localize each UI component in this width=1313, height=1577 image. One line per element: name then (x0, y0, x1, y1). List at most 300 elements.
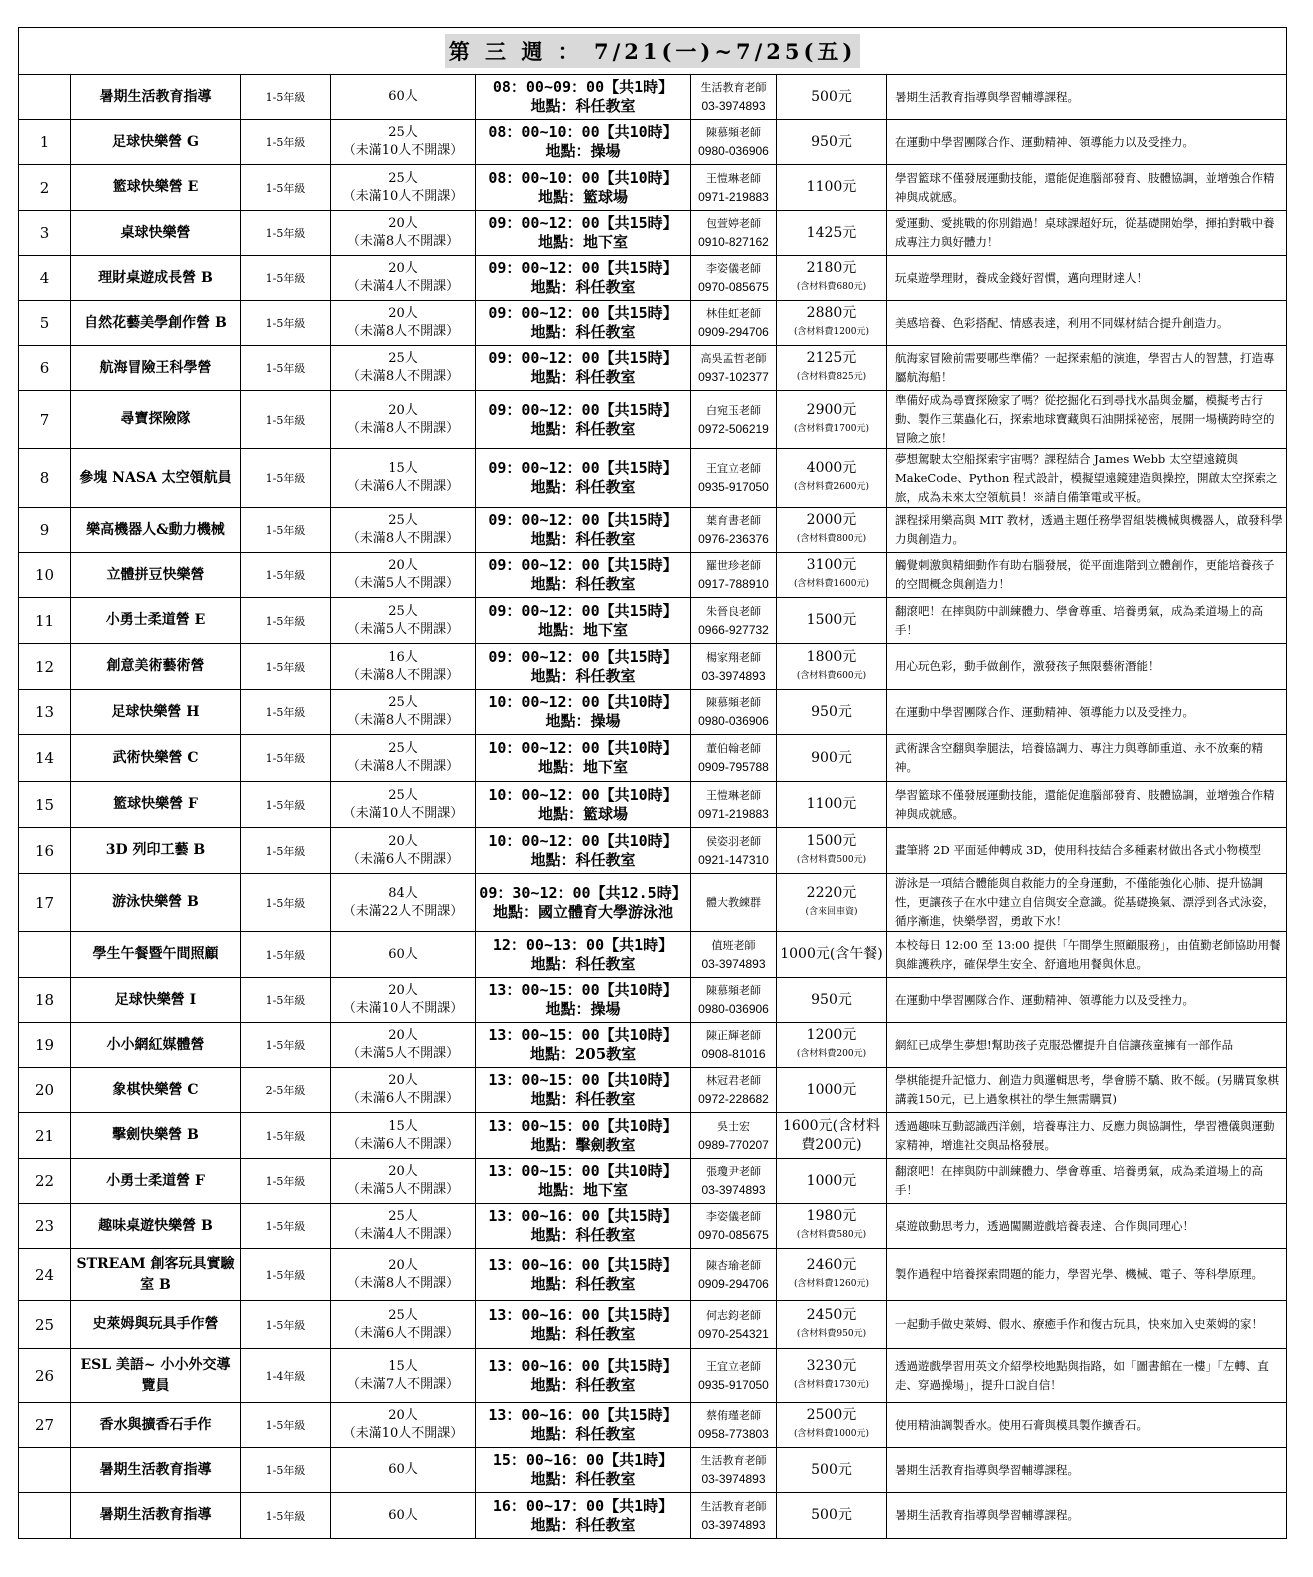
teacher-phone: 0976-236376 (698, 532, 769, 546)
capacity-note: （未滿6人不開課） (346, 1136, 460, 1152)
teacher-cell (691, 1493, 777, 1539)
location: 地點：操場 (545, 712, 621, 730)
course-number (19, 1448, 71, 1493)
teacher-phone: 03-3974893 (701, 1517, 766, 1532)
teacher-name: 葉育書老師 (706, 514, 761, 527)
week-title-cell (19, 28, 1287, 75)
teacher-phone: 03-3974893 (701, 1183, 766, 1197)
capacity: 25人 (388, 741, 418, 756)
time-cell (476, 165, 691, 211)
capacity: 20人 (388, 216, 418, 231)
capacity-note: （未滿5人不開課） (346, 621, 460, 637)
fee-cell (777, 449, 887, 508)
capacity: 60人 (388, 946, 418, 962)
capacity: 60人 (388, 1507, 418, 1523)
teacher-cell (691, 735, 777, 782)
course-description: 使用精油調製香水。使用石膏與模具製作擴香石。 (887, 1403, 1287, 1448)
capacity-cell (331, 120, 476, 165)
table-row (19, 391, 1287, 449)
teacher-name: 李姿儀老師 (706, 262, 761, 275)
capacity-note: （未滿10人不開課） (342, 143, 464, 158)
teacher-name: 陳慕頻老師 (706, 696, 761, 709)
fee-cell (777, 508, 887, 553)
location: 地點：科任教室 (530, 1226, 636, 1244)
teacher-name: 朱晉良老師 (706, 604, 761, 618)
teacher-phone: 0980-036906 (698, 714, 769, 728)
time-range: 13：00~15：00【共10時】 (488, 981, 678, 999)
table-row (19, 1023, 1287, 1068)
capacity-cell (331, 1204, 476, 1249)
fee: 500元 (811, 1461, 852, 1478)
location: 地點：科任教室 (530, 850, 636, 869)
capacity-note: （未滿8人不開課） (346, 420, 460, 436)
time-cell (476, 508, 691, 553)
fee: 2450元 (806, 1306, 857, 1323)
fee: 2900元 (806, 401, 857, 418)
time-range: 09：00~12：00【共15時】 (488, 601, 678, 620)
teacher-phone: 0971-219883 (698, 189, 769, 204)
time-range: 09：00~12：00【共15時】 (488, 647, 678, 666)
fee-note: (含材料費2600元) (794, 482, 869, 492)
table-row (19, 828, 1287, 874)
grade-range: 1-5年級 (241, 75, 331, 120)
location: 地點：科任教室 (530, 478, 636, 496)
capacity-note: （未滿6人不開課） (346, 1325, 460, 1341)
location: 地點：科任教室 (530, 666, 636, 685)
location: 地點：科任教室 (530, 1324, 636, 1343)
capacity: 20人 (388, 833, 418, 849)
capacity: 25人 (388, 125, 418, 140)
fee-cell (777, 75, 887, 120)
fee: 950元 (811, 133, 852, 150)
capacity: 25人 (388, 787, 418, 803)
grade-range: 1-4年級 (241, 1349, 331, 1403)
teacher-name: 包萱婷老師 (706, 217, 761, 230)
location: 地點：科任教室 (530, 368, 636, 386)
course-number: 25 (19, 1301, 71, 1349)
time-range: 13：00~15：00【共10時】 (488, 1071, 678, 1089)
fee: 2000元 (806, 512, 857, 528)
location: 地點：科任教室 (530, 1470, 636, 1488)
capacity-note: （未滿6人不開課） (346, 479, 460, 494)
fee-cell (777, 1068, 887, 1113)
fee: 2880元 (806, 305, 857, 321)
capacity: 25人 (388, 513, 418, 528)
grade-range: 1-5年級 (241, 1301, 331, 1349)
fee: 1100元 (806, 179, 857, 195)
table-row (19, 449, 1287, 508)
course-name: 足球快樂營 H (71, 690, 241, 735)
capacity-note: （未滿4人不開課） (346, 1227, 460, 1242)
teacher-cell (691, 211, 777, 256)
teacher-name: 陳慕頻老師 (706, 126, 761, 139)
teacher-cell (691, 828, 777, 874)
capacity-cell (331, 256, 476, 301)
course-name: 籃球快樂營 E (71, 165, 241, 211)
time-cell (476, 391, 691, 449)
time-cell (476, 301, 691, 346)
time-cell (476, 1159, 691, 1204)
capacity-cell (331, 598, 476, 644)
course-name: STREAM 創客玩具實驗室 B (71, 1249, 241, 1301)
teacher-phone: 0917-788910 (698, 577, 769, 591)
time-cell (476, 598, 691, 644)
fee-cell (777, 1301, 887, 1349)
table-row (19, 690, 1287, 735)
course-number: 6 (19, 346, 71, 391)
capacity-cell (331, 874, 476, 932)
capacity-cell (331, 211, 476, 256)
fee-cell (777, 978, 887, 1023)
teacher-phone: 0970-085675 (698, 280, 769, 294)
teacher-name: 蔡侑瑾老師 (706, 1409, 761, 1422)
fee: 2460元 (806, 1256, 857, 1273)
grade-range: 1-5年級 (241, 690, 331, 735)
teacher-phone: 03-3974893 (701, 99, 766, 113)
course-number: 23 (19, 1204, 71, 1249)
fee-note: (含材料費1260元) (794, 1278, 869, 1289)
teacher-name: 生活教育老師 (700, 1499, 767, 1513)
course-name: 趣味桌遊快樂營 B (71, 1204, 241, 1249)
fee-cell (777, 874, 887, 932)
teacher-cell (691, 1068, 777, 1113)
teacher-phone: 0989-770207 (698, 1137, 769, 1152)
capacity-note: （未滿10人不開課） (342, 1426, 464, 1441)
time-range: 13：00~15：00【共10時】 (488, 1162, 678, 1180)
capacity-note: （未滿7人不開課） (346, 1376, 460, 1392)
capacity-cell (331, 978, 476, 1023)
teacher-name: 陳杏瑜老師 (706, 1258, 761, 1272)
capacity: 20人 (388, 983, 418, 998)
course-name: ESL 美語~ 小小外交導覽員 (71, 1349, 241, 1403)
time-range: 09：30~12：00【共12.5時】 (479, 883, 687, 902)
time-range: 10：00~12：00【共10時】 (488, 693, 678, 711)
course-name: 航海冒險王科學營 (71, 346, 241, 391)
table-row (19, 508, 1287, 553)
location: 地點：科任教室 (530, 1425, 636, 1443)
time-cell (476, 553, 691, 598)
time-cell (476, 978, 691, 1023)
teacher-cell (691, 75, 777, 120)
teacher-cell (691, 1249, 777, 1301)
time-cell (476, 1068, 691, 1113)
teacher-cell (691, 1301, 777, 1349)
capacity: 84人 (388, 885, 418, 901)
time-range: 08：00~10：00【共10時】 (488, 123, 678, 141)
capacity-cell (331, 1159, 476, 1204)
grade-range: 2-5年級 (241, 1068, 331, 1113)
capacity: 20人 (388, 1073, 418, 1088)
teacher-name: 生活教育老師 (700, 1454, 767, 1467)
time-range: 09：00~12：00【共15時】 (488, 304, 678, 322)
course-number: 2 (19, 165, 71, 211)
capacity-note: （未滿10人不開課） (342, 805, 464, 821)
capacity-note: （未滿8人不開課） (346, 324, 460, 339)
capacity-cell (331, 1301, 476, 1349)
capacity-cell (331, 1023, 476, 1068)
table-row (19, 75, 1287, 120)
time-range: 10：00~12：00【共10時】 (488, 739, 678, 757)
time-cell (476, 1493, 691, 1539)
course-description: 課程採用樂高與 MIT 教材，透過主題任務學習組裝機械與機器人，啟發科學力與創造力。 (887, 508, 1287, 553)
table-row (19, 1249, 1287, 1301)
time-range: 10：00~12：00【共10時】 (488, 831, 678, 850)
teacher-name: 林冠君老師 (706, 1074, 761, 1087)
teacher-name: 體大教練群 (706, 896, 761, 909)
table-row (19, 874, 1287, 932)
course-name: 暑期生活教育指導 (71, 75, 241, 120)
course-description: 翻滾吧！在摔與防中訓練體力、學會尊重、培養勇氣，成為柔道場上的高手！ (887, 598, 1287, 644)
course-description: 本校每日 12:00 至 13:00 提供「午間學生照顧服務」，由值勤老師協助用餐與維護秩序，確保學生安全、舒適地用餐與休息。 (887, 932, 1287, 978)
time-range: 15：00~16：00【共1時】 (492, 1451, 674, 1469)
fee-cell (777, 256, 887, 301)
capacity-note: （未滿8人不開課） (346, 667, 460, 683)
teacher-phone: 0958-773803 (698, 1427, 769, 1441)
course-description: 暑期生活教育指導與學習輔導課程。 (887, 1493, 1287, 1539)
teacher-name: 陳正輝老師 (706, 1029, 761, 1042)
course-name: 香水與擴香石手作 (71, 1403, 241, 1448)
teacher-name: 張瓊尹老師 (706, 1165, 761, 1178)
course-name: 小勇士柔道營 E (71, 598, 241, 644)
course-description: 夢想駕駛太空船探索宇宙嗎？課程結合 James Webb 太空望遠鏡與 MakeCode、Python 程式設計，模擬望遠鏡建造與操控，開啟太空探索之旅，成為未來太空領航員！※請自備筆電或平板。 (887, 449, 1287, 508)
teacher-phone: 03-3974893 (701, 956, 766, 971)
fee-note: (含材料費1700元) (794, 423, 869, 434)
fee-cell (777, 301, 887, 346)
grade-range: 1-5年級 (241, 1403, 331, 1448)
table-row (19, 1403, 1287, 1448)
grade-range: 1-5年級 (241, 449, 331, 508)
fee: 950元 (811, 703, 852, 720)
teacher-cell (691, 1349, 777, 1403)
teacher-cell (691, 449, 777, 508)
course-name: 尋寶探險隊 (71, 391, 241, 449)
time-range: 09：00~12：00【共15時】 (488, 349, 678, 367)
course-number: 3 (19, 211, 71, 256)
fee-cell (777, 1493, 887, 1539)
schedule-sheet (18, 27, 1286, 1539)
fee-note: (含材料費200元) (796, 1049, 867, 1059)
fee: 1000元 (806, 1081, 857, 1098)
grade-range: 1-5年級 (241, 1249, 331, 1301)
grade-range: 1-5年級 (241, 828, 331, 874)
teacher-phone: 0970-085675 (698, 1228, 769, 1242)
capacity: 25人 (388, 603, 418, 619)
teacher-phone: 0972-506219 (698, 421, 769, 436)
course-number: 1 (19, 120, 71, 165)
course-description: 游泳是一項結合體能與自救能力的全身運動，不僅能強化心肺、提升協調性，更讓孩子在水中建立自信與安全意識。從基礎換氣、漂浮到各式泳姿，循序漸進，快樂學習，勇敢下水！ (887, 874, 1287, 932)
capacity: 20人 (388, 1257, 418, 1273)
course-number: 21 (19, 1113, 71, 1159)
location: 地點：科任教室 (530, 278, 636, 296)
course-description: 在運動中學習團隊合作、運動精神、領導能力以及受挫力。 (887, 120, 1287, 165)
capacity-cell (331, 1403, 476, 1448)
grade-range: 1-5年級 (241, 391, 331, 449)
fee: 1800元 (806, 648, 857, 665)
capacity-cell (331, 735, 476, 782)
time-range: 13：00~16：00【共15時】 (488, 1305, 678, 1324)
fee-cell (777, 932, 887, 978)
table-row (19, 1349, 1287, 1403)
capacity-note: （未滿5人不開課） (346, 1182, 460, 1197)
teacher-cell (691, 256, 777, 301)
teacher-cell (691, 165, 777, 211)
fee: 4000元 (806, 460, 857, 476)
course-name: 參塊 NASA 太空領航員 (71, 449, 241, 508)
course-name: 足球快樂營 I (71, 978, 241, 1023)
grade-range: 1-5年級 (241, 874, 331, 932)
teacher-name: 林佳虹老師 (706, 307, 761, 320)
teacher-name: 侯姿羽老師 (706, 834, 761, 848)
fee-cell (777, 782, 887, 828)
teacher-name: 何志鈞老師 (706, 1308, 761, 1322)
fee-note: (含材料費500元) (796, 854, 867, 865)
course-number (19, 75, 71, 120)
teacher-cell (691, 1204, 777, 1249)
course-description: 學棋能提升記憶力、創造力與邏輯思考，學會勝不驕、敗不餒。(另購買象棋講義150元，已上過象棋社的學生無需購買) (887, 1068, 1287, 1113)
course-number (19, 1493, 71, 1539)
location: 地點：科任教室 (530, 419, 636, 438)
course-number: 22 (19, 1159, 71, 1204)
fee-cell (777, 1204, 887, 1249)
course-description: 玩桌遊學理財，養成金錢好習慣，邁向理財達人！ (887, 256, 1287, 301)
time-cell (476, 690, 691, 735)
time-cell (476, 735, 691, 782)
teacher-cell (691, 690, 777, 735)
capacity-cell (331, 644, 476, 690)
table-row (19, 932, 1287, 978)
teacher-cell (691, 874, 777, 932)
fee-cell (777, 1159, 887, 1204)
course-name: 自然花藝美學創作營 B (71, 301, 241, 346)
course-name: 學生午餐暨午間照顧 (71, 932, 241, 978)
grade-range: 1-5年級 (241, 1204, 331, 1249)
table-row (19, 553, 1287, 598)
capacity-cell (331, 1349, 476, 1403)
fee-note: (含材料費800元) (796, 534, 867, 544)
teacher-cell (691, 1403, 777, 1448)
teacher-cell (691, 1023, 777, 1068)
fee-note: (含材料費825元) (796, 372, 867, 382)
fee: 2500元 (806, 1407, 857, 1423)
teacher-cell (691, 978, 777, 1023)
course-description: 在運動中學習團隊合作、運動精神、領導能力以及受挫力。 (887, 690, 1287, 735)
time-cell (476, 120, 691, 165)
fee: 1500元 (806, 832, 857, 849)
time-cell (476, 211, 691, 256)
capacity-cell (331, 75, 476, 120)
fee: 1100元 (806, 796, 857, 812)
table-row (19, 1113, 1287, 1159)
course-name: 桌球快樂營 (71, 211, 241, 256)
fee: 3100元 (806, 557, 857, 573)
capacity: 20人 (388, 1028, 418, 1043)
fee: 3230元 (806, 1357, 857, 1374)
location: 地點：操場 (545, 142, 621, 160)
capacity-cell (331, 553, 476, 598)
capacity: 20人 (388, 558, 418, 573)
table-row (19, 978, 1287, 1023)
course-description: 愛運動、愛挑戰的你別錯過！桌球課超好玩，從基礎開始學，揮拍對戰中養成專注力與好體力！ (887, 211, 1287, 256)
time-range: 13：00~16：00【共15時】 (488, 1255, 678, 1274)
time-cell (476, 449, 691, 508)
week-title-row (19, 28, 1287, 75)
course-number: 11 (19, 598, 71, 644)
capacity-note: （未滿4人不開課） (346, 279, 460, 294)
course-table (18, 27, 1287, 1539)
time-range: 10：00~12：00【共10時】 (488, 785, 678, 804)
capacity-note: （未滿8人不開課） (346, 531, 460, 546)
time-range: 12：00~13：00【共1時】 (492, 935, 674, 954)
fee: 950元 (811, 991, 852, 1008)
teacher-cell (691, 346, 777, 391)
time-cell (476, 874, 691, 932)
course-number: 10 (19, 553, 71, 598)
teacher-cell (691, 644, 777, 690)
location: 地點：科任教室 (530, 97, 636, 115)
capacity-cell (331, 828, 476, 874)
course-description: 網紅已成學生夢想!幫助孩子克服恐懼提升自信讓孩童擁有一部作品 (887, 1023, 1287, 1068)
course-number: 26 (19, 1349, 71, 1403)
location: 地點：國立體育大學游泳池 (492, 902, 673, 921)
time-cell (476, 75, 691, 120)
time-range: 09：00~12：00【共15時】 (488, 511, 678, 529)
location: 地點：擊劍教室 (530, 1135, 636, 1154)
capacity-note: （未滿8人不開課） (346, 1275, 460, 1291)
time-range: 09：00~12：00【共15時】 (488, 459, 678, 477)
time-range: 13：00~16：00【共15時】 (488, 1406, 678, 1424)
time-cell (476, 828, 691, 874)
time-cell (476, 1448, 691, 1493)
teacher-cell (691, 932, 777, 978)
course-number: 4 (19, 256, 71, 301)
course-name: 史萊姆與玩具手作營 (71, 1301, 241, 1349)
time-range: 09：00~12：00【共15時】 (488, 214, 678, 232)
course-name: 足球快樂營 G (71, 120, 241, 165)
teacher-name: 楊家翔老師 (706, 650, 761, 664)
time-cell (476, 644, 691, 690)
grade-range: 1-5年級 (241, 782, 331, 828)
course-number: 9 (19, 508, 71, 553)
course-name: 立體拼豆快樂營 (71, 553, 241, 598)
time-range: 09：00~12：00【共15時】 (488, 259, 678, 277)
time-cell (476, 1249, 691, 1301)
course-description: 用心玩色彩，動手做創作，激發孩子無限藝術潛能！ (887, 644, 1287, 690)
course-name: 小勇士柔道營 F (71, 1159, 241, 1204)
teacher-phone: 0910-827162 (698, 235, 769, 249)
course-number: 18 (19, 978, 71, 1023)
course-description: 學習籃球不僅發展運動技能，還能促進腦部發育、肢體協調，並增強合作精神與成就感。 (887, 165, 1287, 211)
location: 地點：科任教室 (530, 530, 636, 548)
time-cell (476, 1204, 691, 1249)
course-description: 武術課含空翻與拳腿法，培養協調力、專注力與尊師重道、永不放棄的精神。 (887, 735, 1287, 782)
fee-cell (777, 1403, 887, 1448)
teacher-phone: 0909-294706 (698, 325, 769, 339)
table-row (19, 1301, 1287, 1349)
capacity-note: （未滿5人不開課） (346, 576, 460, 591)
course-number: 14 (19, 735, 71, 782)
course-name: 籃球快樂營 F (71, 782, 241, 828)
fee-cell (777, 391, 887, 449)
teacher-cell (691, 1159, 777, 1204)
fee: 2180元 (806, 260, 857, 276)
teacher-name: 王愷琳老師 (706, 171, 761, 185)
teacher-phone: 0980-036906 (698, 1002, 769, 1016)
course-description: 畫筆將 2D 平面延伸轉成 3D，使用科技結合多種素材做出各式小物模型 (887, 828, 1287, 874)
time-cell (476, 346, 691, 391)
grade-range: 1-5年級 (241, 1493, 331, 1539)
fee-cell (777, 735, 887, 782)
fee: 1425元 (806, 224, 857, 241)
